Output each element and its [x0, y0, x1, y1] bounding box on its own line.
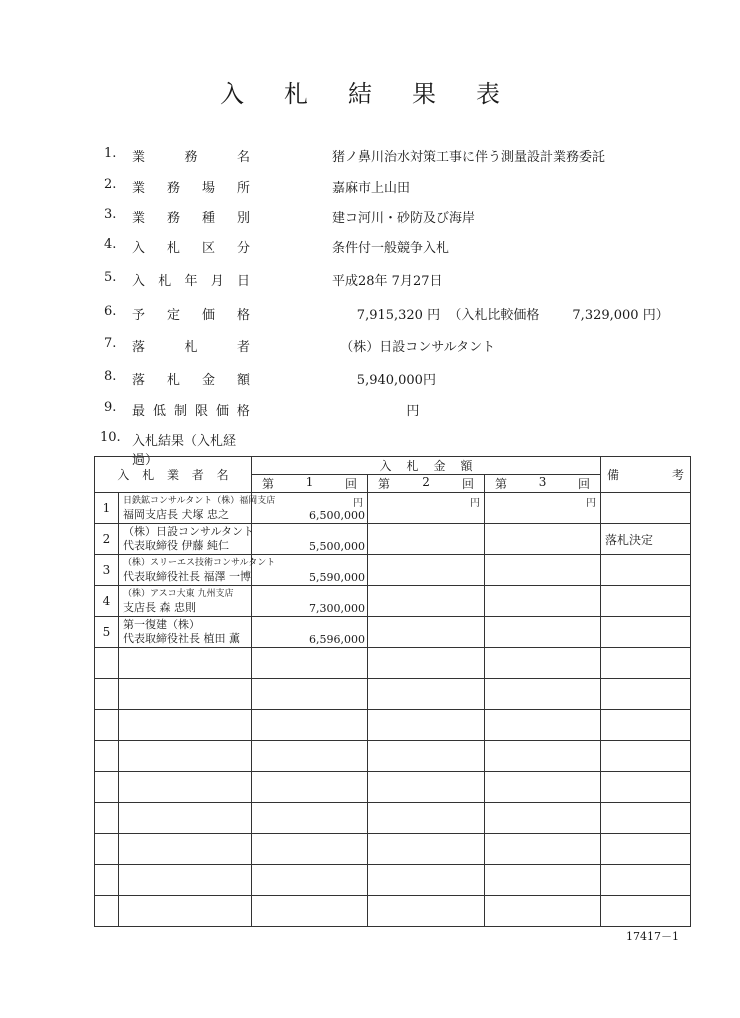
info-label-char: 定: [166, 308, 180, 323]
round-header-part: 3: [538, 475, 547, 489]
empty-cell: [601, 865, 691, 896]
header-char: 札: [406, 459, 419, 473]
info-label: [132, 336, 250, 355]
empty-cell: [368, 772, 485, 803]
info-label-char: 格: [236, 308, 250, 323]
bid-amount-cell: [368, 555, 485, 586]
info-number: 10.: [100, 430, 121, 445]
empty-cell: [95, 679, 119, 710]
bidder-representative: 代表取締役社長 植田 薫: [123, 632, 240, 645]
bid-amount-cell: [368, 617, 485, 648]
remarks-header: [601, 457, 691, 493]
empty-cell: [252, 648, 368, 679]
round-header-1: [252, 475, 368, 493]
bidder-name: [119, 524, 255, 555]
table-row: [95, 586, 691, 617]
header-char: 者: [191, 468, 204, 482]
info-label: [132, 177, 250, 196]
empty-row: [95, 710, 691, 741]
bid-amount-cell: [485, 617, 601, 648]
empty-cell: [485, 865, 601, 896]
empty-cell: [485, 803, 601, 834]
info-label-char: 金: [201, 373, 215, 388]
table-row: [95, 493, 691, 524]
info-label-char: 入札結果（入札経過）: [132, 434, 237, 468]
info-value: 条件付一般競争入札: [332, 241, 450, 256]
empty-cell: [119, 741, 252, 772]
empty-cell: [119, 834, 252, 865]
info-number: 7.: [104, 336, 117, 351]
empty-cell: [368, 896, 485, 927]
info-label-char: 札: [158, 274, 172, 289]
row-number: 4: [95, 586, 119, 617]
info-label-char: 所: [236, 181, 250, 196]
empty-cell: [368, 803, 485, 834]
bid-amount-value: 7,300,000: [309, 602, 366, 615]
info-label-char: 最: [132, 404, 146, 419]
info-label-char: 札: [184, 340, 198, 355]
info-number: 6.: [104, 304, 117, 319]
bid-amount-cell: [252, 555, 368, 586]
empty-cell: [252, 865, 368, 896]
header-char: 備: [607, 468, 620, 482]
header-char: 札: [142, 468, 155, 482]
bidder-company: 日鉄鉱コンサルタント（株）福岡支店: [123, 496, 276, 506]
bid-amount-value: 5,590,000: [309, 571, 366, 584]
info-label-char: 入: [132, 274, 146, 289]
empty-cell: [95, 896, 119, 927]
info-label-char: 額: [236, 373, 250, 388]
info-label-char: 予: [132, 308, 146, 323]
empty-row: [95, 741, 691, 772]
info-label-char: 落: [132, 340, 146, 355]
bidder-name: [119, 555, 276, 586]
remarks-cell: [601, 586, 691, 617]
remarks-cell: [601, 493, 691, 524]
info-label-char: 価: [215, 404, 229, 419]
info-label-char: 務: [166, 181, 180, 196]
bidder-company: （株）日設コンサルタント: [123, 525, 255, 538]
info-label-char: 区: [201, 241, 215, 256]
round-header-part: 回: [344, 477, 357, 491]
empty-cell: [95, 865, 119, 896]
table-row: [95, 617, 691, 648]
bid-amount-cell: [485, 524, 601, 555]
header-char: 入: [379, 459, 392, 473]
round-header-part: 2: [422, 475, 430, 489]
empty-cell: [119, 803, 252, 834]
empty-row: [95, 834, 691, 865]
empty-cell: [485, 710, 601, 741]
bidder-company: 第一復建（株）: [123, 618, 200, 631]
table-row: [95, 555, 691, 586]
round-header-2: [368, 475, 485, 493]
bid-amount-value: 6,500,000: [309, 509, 366, 522]
bidder-representative: 支店長 森 忠則: [123, 601, 196, 614]
round-header-part: 回: [461, 477, 474, 491]
bidder-company: （株）アスコ大東 九州支店: [123, 589, 234, 599]
header-char: 考: [672, 468, 685, 482]
info-value: 猪ノ鼻川治水対策工事に伴う測量設計業務委託: [332, 150, 606, 165]
header-char: 金: [433, 459, 446, 473]
bid-amount-cell: [368, 586, 485, 617]
info-label-char: 格: [236, 404, 250, 419]
empty-cell: [485, 679, 601, 710]
header-char: 額: [460, 459, 473, 473]
info-number: 5.: [104, 270, 117, 285]
bid-amount-cell: [485, 586, 601, 617]
bid-amount-cell: [252, 586, 368, 617]
info-value: 嘉麻市上山田: [332, 181, 411, 196]
round-header-part: 第: [262, 477, 275, 491]
empty-cell: [252, 741, 368, 772]
bid-amount-value: 6,596,000: [309, 633, 366, 646]
info-label-char: 入: [132, 241, 146, 256]
info-label-char: 種: [201, 211, 215, 226]
info-number: 8.: [104, 369, 117, 384]
info-label-char: 名: [236, 150, 250, 165]
empty-cell: [95, 834, 119, 865]
empty-cell: [368, 648, 485, 679]
info-label-char: 場: [201, 181, 215, 196]
info-value: 建コ河川・砂防及び海岸: [332, 211, 476, 226]
info-row: [0, 270, 720, 292]
info-label-char: 業: [132, 181, 146, 196]
info-label: [132, 304, 250, 323]
empty-row: [95, 772, 691, 803]
empty-cell: [95, 710, 119, 741]
info-value: （株）日設コンサルタント: [332, 340, 496, 355]
page-title: 入札結果表: [220, 80, 540, 108]
document-id: 17417－1: [626, 930, 679, 943]
info-label-char: 別: [236, 211, 250, 226]
remarks-cell: 落札決定: [601, 524, 691, 555]
remarks-cell: [601, 617, 691, 648]
bid-amount-cell: [252, 493, 368, 524]
info-row: [0, 146, 720, 168]
info-label-char: 札: [166, 373, 180, 388]
info-value: 7,915,320 円 （入札比較価格 7,329,000 円）: [332, 308, 669, 323]
info-label: [132, 369, 250, 388]
info-label-char: 業: [132, 211, 146, 226]
info-value: 円: [332, 404, 420, 419]
empty-cell: [368, 834, 485, 865]
info-value: 5,940,000円: [332, 373, 436, 388]
info-row: [0, 400, 720, 422]
empty-cell: [252, 710, 368, 741]
empty-cell: [119, 648, 252, 679]
info-label-char: 価: [201, 308, 215, 323]
row-number: 5: [95, 617, 119, 648]
remarks-cell: [601, 555, 691, 586]
info-label-char: 制: [173, 404, 187, 419]
empty-cell: [485, 834, 601, 865]
empty-cell: [601, 679, 691, 710]
info-number: 1.: [104, 146, 117, 161]
bidder-representative: 代表取締役社長 福澤 一博: [123, 570, 251, 583]
info-label-char: 日: [236, 274, 250, 289]
round-header-part: 第: [378, 477, 391, 491]
bid-amount-cell: [252, 524, 368, 555]
info-row: [0, 177, 720, 199]
yen-unit: 円: [470, 498, 481, 509]
empty-cell: [119, 772, 252, 803]
empty-cell: [601, 648, 691, 679]
info-label: [132, 237, 250, 256]
info-number: 4.: [104, 237, 117, 252]
info-label-char: 限: [194, 404, 208, 419]
bidder-representative: 代表取締役 伊藤 純仁: [123, 539, 229, 552]
header-char: 業: [166, 468, 179, 482]
bid-results-table: [94, 456, 691, 927]
info-label-char: 月: [210, 274, 224, 289]
row-number: 3: [95, 555, 119, 586]
info-number: 2.: [104, 177, 117, 192]
bidder-name: [119, 617, 252, 648]
info-row: [0, 336, 720, 358]
empty-cell: [119, 896, 252, 927]
empty-cell: [601, 834, 691, 865]
empty-cell: [252, 834, 368, 865]
row-number: 2: [95, 524, 119, 555]
bidder-representative: 福岡支店長 犬塚 忠之: [123, 508, 229, 521]
empty-cell: [601, 710, 691, 741]
empty-row: [95, 896, 691, 927]
round-header-3: [485, 475, 601, 493]
bid-amount-header: [252, 457, 601, 475]
row-number: 1: [95, 493, 119, 524]
info-label-char: 務: [184, 150, 198, 165]
info-label-char: 年: [184, 274, 198, 289]
empty-row: [95, 865, 691, 896]
bidder-name: [119, 493, 276, 524]
empty-cell: [485, 648, 601, 679]
bidder-name-header: [95, 457, 252, 493]
info-row: [0, 430, 720, 468]
round-header-part: 第: [495, 477, 508, 491]
empty-cell: [601, 896, 691, 927]
empty-cell: [252, 896, 368, 927]
info-label: [132, 400, 250, 419]
header-char: 入: [117, 468, 130, 482]
info-row: [0, 304, 720, 326]
bid-amount-cell: [368, 524, 485, 555]
bidder-name: [119, 586, 252, 617]
table-row: [95, 524, 691, 555]
empty-cell: [252, 772, 368, 803]
empty-cell: [601, 803, 691, 834]
bidder-company: （株）スリーエス技術コンサルタント: [123, 558, 276, 568]
empty-cell: [601, 772, 691, 803]
empty-cell: [119, 679, 252, 710]
empty-cell: [95, 648, 119, 679]
info-label-char: 業: [132, 150, 146, 165]
empty-row: [95, 803, 691, 834]
empty-row: [95, 648, 691, 679]
round-header-part: 1: [305, 475, 314, 489]
bid-amount-cell: [485, 493, 601, 524]
info-row: [0, 369, 720, 391]
yen-unit: 円: [353, 498, 364, 509]
empty-cell: [368, 710, 485, 741]
empty-cell: [95, 772, 119, 803]
bid-amount-cell: [485, 555, 601, 586]
info-label: [132, 146, 250, 165]
info-label-char: 低: [152, 404, 166, 419]
info-number: 3.: [104, 207, 117, 222]
empty-cell: [368, 865, 485, 896]
info-label-char: 務: [166, 211, 180, 226]
info-value: 平成28年 7月27日: [332, 274, 443, 289]
empty-cell: [95, 803, 119, 834]
empty-cell: [119, 710, 252, 741]
empty-row: [95, 679, 691, 710]
empty-cell: [252, 803, 368, 834]
header-char: 名: [216, 468, 229, 482]
empty-cell: [368, 679, 485, 710]
round-header-part: 回: [578, 477, 591, 491]
empty-cell: [368, 741, 485, 772]
info-row: [0, 207, 720, 229]
bid-amount-cell: [252, 617, 368, 648]
empty-cell: [95, 741, 119, 772]
info-row: [0, 237, 720, 259]
empty-cell: [485, 772, 601, 803]
info-label: [132, 270, 250, 289]
bid-amount-value: 5,500,000: [309, 540, 366, 553]
info-label: [132, 207, 250, 226]
empty-cell: [485, 896, 601, 927]
info-label-char: 分: [236, 241, 250, 256]
empty-cell: [601, 741, 691, 772]
info-label-char: 札: [166, 241, 180, 256]
bid-amount-cell: [368, 493, 485, 524]
info-label-char: 落: [132, 373, 146, 388]
empty-cell: [485, 741, 601, 772]
yen-unit: 円: [586, 498, 597, 509]
info-number: 9.: [104, 400, 117, 415]
empty-cell: [252, 679, 368, 710]
empty-cell: [119, 865, 252, 896]
info-label-char: 者: [236, 340, 250, 355]
